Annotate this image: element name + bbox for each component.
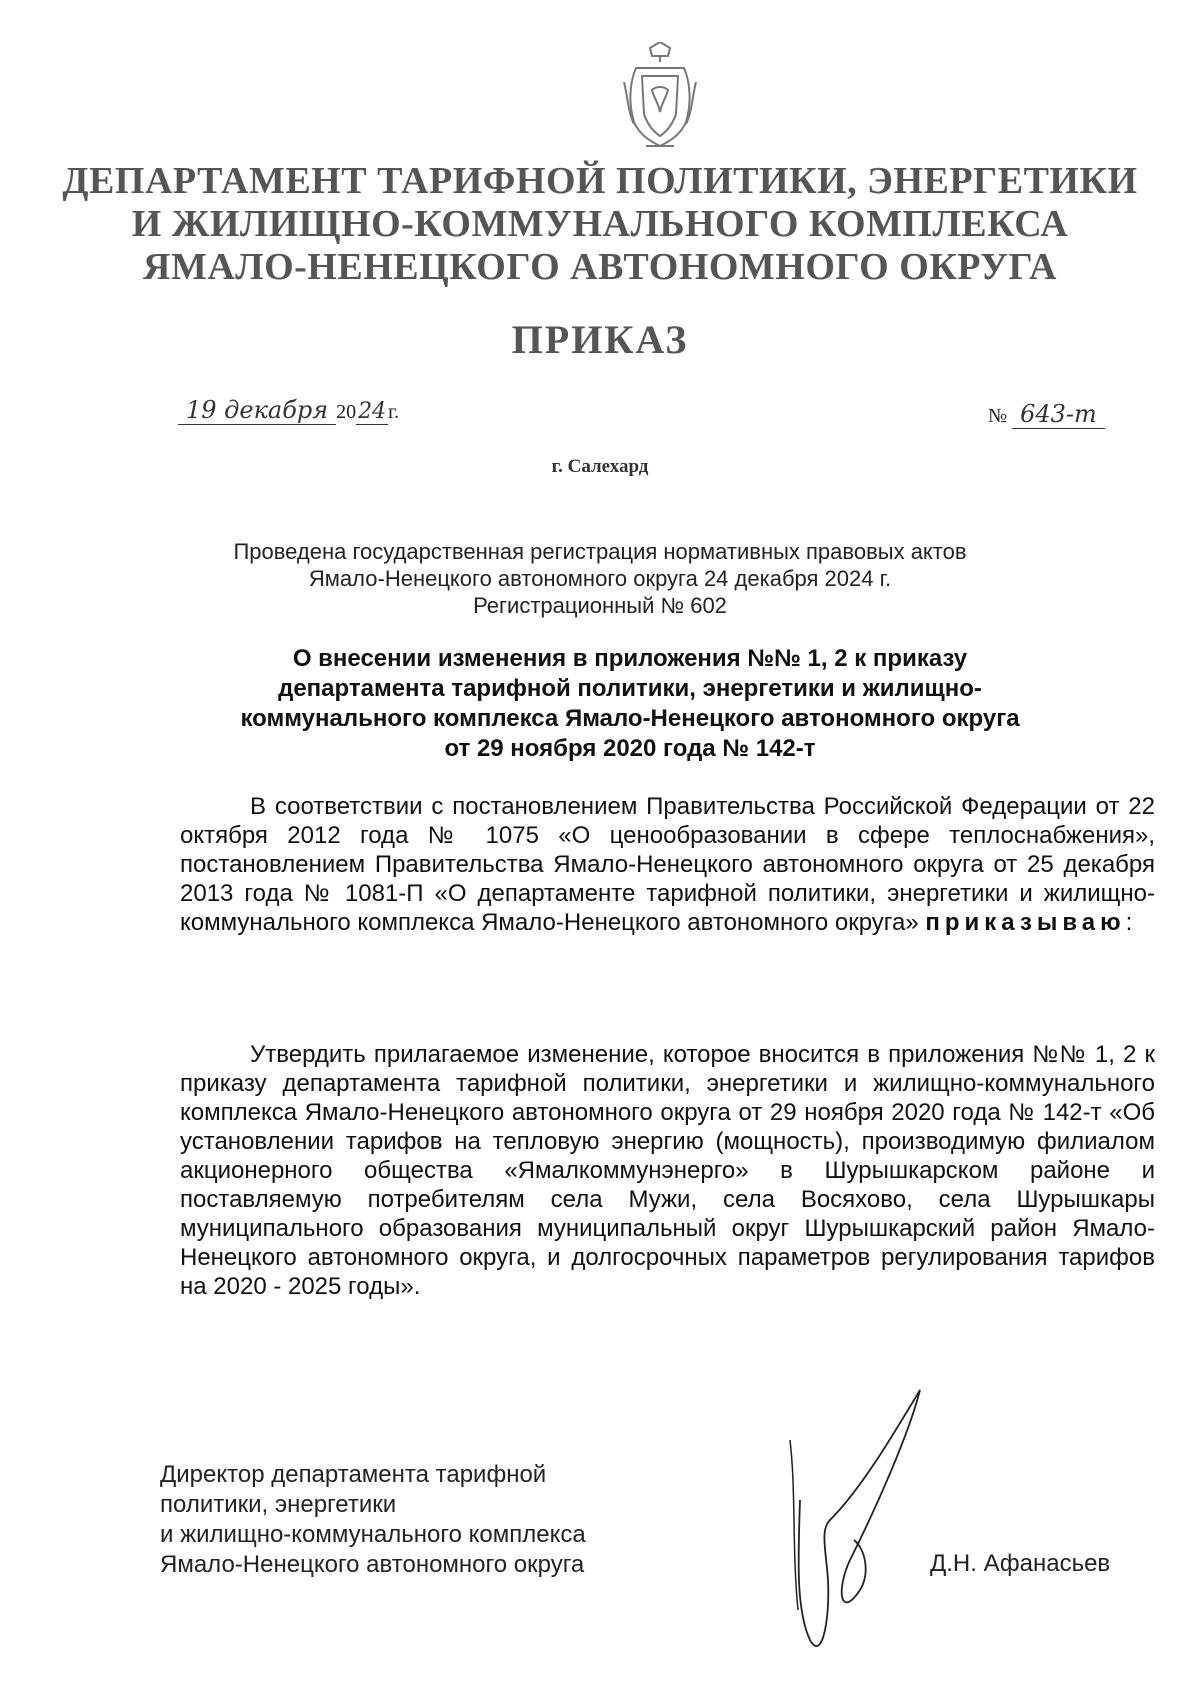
order-date-day-month: 19 декабря: [178, 396, 336, 425]
city: г. Салехард: [551, 456, 649, 477]
document-type-title: ПРИКАЗ: [511, 317, 689, 362]
department-name-line-2: И ЖИЛИЩНО-КОММУНАЛЬНОГО КОМПЛЕКСА: [131, 203, 1069, 245]
subject-line-4: от 29 ноября 2020 года № 142-т: [444, 735, 816, 762]
signer-position: [160, 1460, 586, 1580]
body-paragraph-2: [180, 1040, 1155, 1301]
order-date-year: 24: [358, 399, 387, 424]
order-number-value: 643-т: [1012, 400, 1105, 429]
paragraph-1-text: В соответствии с постановлением Правительства Российской Федерации от 22 октября 2012 года № 1075 «О ценообразовании в сфере теплоснабжения», постановлением Правительства Ямало-Ненецкого автономного округа от 25 декабря 2013 года № 1081-П «О департаменте тарифной политики, энергетики и жилищно-коммунального комплекса Ямало-Ненецкого автономного округа»: [180, 793, 1155, 936]
order-number-label: №: [988, 405, 1008, 427]
registration-line-2: Ямало-Ненецкого автономного округа 24 декабря 2024 г.: [308, 566, 892, 591]
order-subject: [0, 644, 1200, 764]
body-paragraph-1: [180, 792, 1155, 937]
signer-line-2: политики, энергетики: [160, 1491, 397, 1518]
department-name-line-1: ДЕПАРТАМЕНТ ТАРИФНОЙ ПОЛИТИКИ, ЭНЕРГЕТИКИ: [62, 160, 1138, 202]
signer-line-4: Ямало-Ненецкого автономного округа: [160, 1551, 585, 1578]
order-date: [178, 396, 399, 424]
handwritten-signature: [770, 1380, 950, 1680]
order-colon: :: [1125, 909, 1133, 936]
order-number: [988, 400, 1105, 428]
signer-line-1: Директор департамента тарифной: [160, 1461, 547, 1488]
signer-line-3: и жилищно-коммунального комплекса: [160, 1521, 586, 1548]
registration-note: [0, 538, 1200, 619]
order-word: приказываю: [925, 909, 1126, 936]
coat-of-arms-icon: [622, 42, 698, 152]
subject-line-3: коммунального комплекса Ямало-Ненецкого автономного округа: [240, 705, 1020, 732]
paragraph-2-text: Утвердить прилагаемое изменение, которое вносится в приложения №№ 1, 2 к приказу департамента тарифной политики, энергетики и жилищно-коммунального комплекса Ямало-Ненецкого автономного округа от 29 ноября 2020 года № 142-т «Об установлении тарифов на тепловую энергию (мощность), производимую филиалом акционерного общества «Ямалкоммунэнерго» в Шурышкарском районе и поставляемую потребителям села Мужи, села Восяхово, села Шурышкары муниципального образования муниципальный округ Шурышкарский район Ямало-Ненецкого автономного округа, и долгосрочных параметров регулирования тарифов на 2020 - 2025 годы».: [180, 1041, 1155, 1300]
signer-name: Д.Н. Афанасьев: [930, 1550, 1111, 1577]
subject-line-1: О внесении изменения в приложения №№ 1, 2 к приказу: [292, 645, 968, 672]
order-date-suffix: г.: [388, 401, 400, 423]
order-date-prefix: 20: [336, 401, 357, 423]
registration-line-3: Регистрационный № 602: [473, 593, 727, 618]
department-name-line-3: ЯМАЛО-НЕНЕЦКОГО АВТОНОМНОГО ОКРУГА: [143, 246, 1057, 288]
subject-line-2: департамента тарифной политики, энергетики и жилищно-: [278, 675, 982, 702]
registration-line-1: Проведена государственная регистрация нормативных правовых актов: [233, 539, 967, 564]
